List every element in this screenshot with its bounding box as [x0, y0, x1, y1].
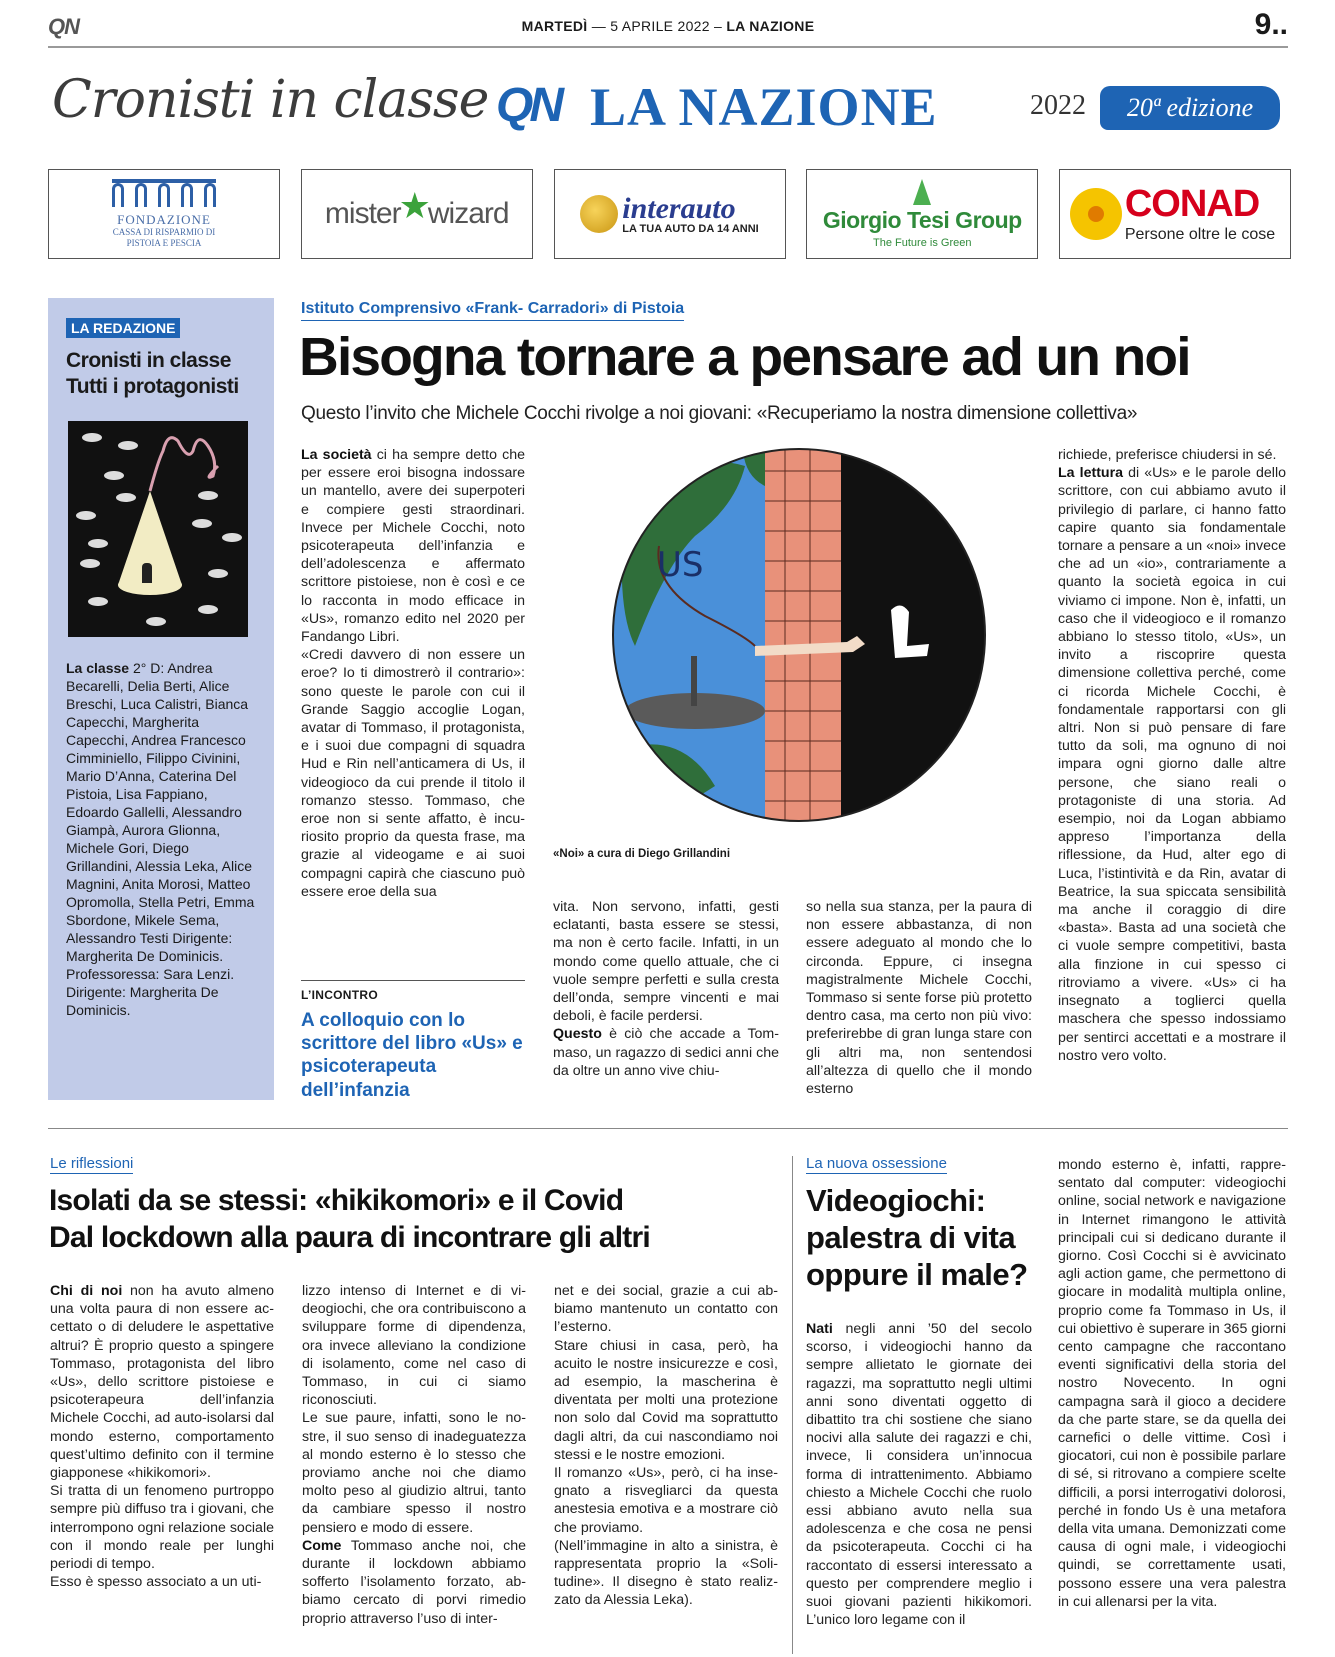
edition-badge: 20ª edizione: [1100, 86, 1280, 130]
la-nazione-logo: LA NAZIONE: [590, 77, 938, 137]
paragraph-text: negli anni ’50 del secolo scorso, i videogiochi hanno da sempre allietato le giornate dei ragazzi, ma soprattutto negli ultimi anni sono diventati oggetto di dibattito tra chi sostiene che siano nocivi alla salute dei ragazzi e chi, invece, li considera un’innocua forma di intrattenimento. Abbiamo chiesto a Michele Cocchi che ruolo essi abbiano avuto nella sua adolescenza e che cosa ne pensi da psicoterapeuta. Cocchi ci ha raccontato di essersi interessato a questo per comprendere meglio i suoi giovani pazienti hikikomori. L’unico loro legame con il: [806, 1321, 1032, 1629]
dateline-day: MARTEDÌ: [521, 18, 588, 34]
eye-icon: [198, 605, 218, 614]
dateline-date: 5 APRILE 2022: [610, 18, 710, 34]
reflections-headline: [49, 1182, 650, 1256]
videogames-column-2: [1058, 1156, 1286, 1611]
article-kicker: Istituto Comprensivo «Frank- Carradori» di Pistoia: [301, 301, 684, 321]
paragraph: lizzo intenso di Internet e di videogiochi, che ora contribuiscono a sviluppare forme di dipendenza, ora invece alleviano la condizione di isolamento, come nel caso di Tommaso, in cui ci siamo riconosciuti.: [302, 1283, 526, 1409]
coin-logo-icon: [580, 195, 618, 233]
paragraph: so nella sua stanza, per la paura di non essere abbastanza, di non essere adeguato al mondo che lo circonda. Eppure, ci insegna magistralmente Michele Cocchi, Tommaso si sente forse più protetto dentro casa, ma certo non più vivo: preferirebbe di gran lunga stare con gli altri ma, non sentendosi all’altezza di quello che il mondo esterno: [806, 899, 1032, 1098]
sidebar-redazione: [48, 298, 274, 1100]
reflections-column-1: [50, 1282, 274, 1591]
sidebar-title-line: Tutti i protagonisti: [66, 375, 239, 399]
eye-icon: [222, 533, 242, 542]
sponsor-giorgio-tesi: [806, 169, 1038, 259]
paragraph-text: ci ha sempre detto che per essere eroi bisogna indossare un mantello, avere dei superpoteri e compiere gesti straordinari. Invece per Michele Cocchi, noto psicoterapeuta dell’infanzia e dell’adolescenza e affermato scrittore pistoiese, non è così e ce lo racconta in modo efficace in «Us», romanzo edito nel 2020 per Fandango Libri.: [301, 447, 525, 646]
paragraph-text: è ciò che accade a Tommaso, un ragazzo di sedici anni che da oltre un anno vive chiu-: [553, 1026, 779, 1079]
paragraph: vita. Non servono, infatti, gesti eclatanti, basta essere se stessi, ma non è certo facile. Infatti, in un mondo come quello attuale, che ci vuole sempre perfetti e sulla cresta dell’onda, sempre vincenti e mai deboli, è facile perdersi.: [553, 899, 779, 1025]
lead-in: Chi di noi: [50, 1283, 123, 1299]
incontro-label: L’INCONTRO: [301, 988, 378, 1002]
sidebar-title-line: Cronisti in classe: [66, 349, 231, 372]
eye-icon: [198, 491, 218, 500]
sponsor-name-right: wizard: [427, 197, 509, 230]
paragraph: [553, 1025, 779, 1080]
article-subhead: Questo l’invito che Michele Cocchi rivolge a noi giovani: «Recuperiamo la nostra dimensione collettiva»: [301, 403, 1138, 424]
class-label: La classe: [66, 659, 130, 676]
paragraph: [1058, 464, 1286, 1065]
illustration-us-label: US: [657, 545, 704, 585]
reflections-column-3: [554, 1282, 778, 1610]
article-column-2: [553, 898, 779, 1080]
paragraph: Stare chiusi in casa, però, ha acuito le nostre insicurezze e così, ad esempio, la mascherina è diventata per molti una protezione non solo dal Covid ma soprattutto dagli altri, da cui nascondiamo noi stessi e le nostre emozioni.: [554, 1337, 778, 1463]
sidebar-title: [66, 348, 256, 401]
lead-in: Questo: [553, 1026, 602, 1043]
banner-year: 2022: [1030, 90, 1086, 121]
sponsor-name: CONAD: [1124, 183, 1260, 225]
paragraph: Il romanzo «Us», però, ci ha insegnato a risvegliarci da questa anestesia emotiva e a mostrare ciò che proviamo.: [554, 1465, 778, 1536]
headline-line: Dal lockdown alla paura di incontrare gli altri: [49, 1221, 650, 1254]
illustration-caption: «Noi» a cura di Diego Grillandini: [553, 848, 731, 860]
paragraph: [301, 446, 525, 646]
column-rule: [792, 1156, 793, 1654]
solitude-drawing: [68, 421, 248, 637]
headline-line: Isolati da se stessi: «hikikomori» e il Covid: [49, 1184, 624, 1217]
paragraph: mondo esterno è, infatti, rappresentato dal computer: videogiochi online, social network e navigazione in Internet rimangono le attività principali cui si dedicano durante il giorno. Così Cocchi si è avvicinato agli action game, che permettono di giocare in modalità multipla online, proprio come fa Tommaso in Us, il cui obiettivo è superare in 365 giorni cento campagne che raccontano eventi significativi della storia del nostro Novecento. In ogni campagna sarà il gioco a decidere da che parte stare, se da quella dei carnefici o delle vittime. Così i giocatori, cui non è possibile parlare di sé, si ritrovano a compiere scelte difficili, a porsi interrogativi dolorosi, perché in fondo Us è una metafora della vita umana. Demonizzati come causa di ogni male, i videogiochi quindi, se correttamente usati, possono essere una vera palestra in cui allenarsi per la vita.: [1058, 1157, 1286, 1610]
sidebar-badge: LA REDAZIONE: [66, 318, 180, 338]
dateline-sep: —: [591, 18, 611, 34]
eye-icon: [80, 559, 100, 568]
videogames-headline: Videogiochi: palestra di vita oppure il male?: [806, 1183, 1028, 1292]
paragraph-text: Tommaso anche noi, che durante il lockdown abbiamo sofferto l’isolamento forzato, abbiamo cercato di porvi rimedio proprio attraverso l’uso di inter-: [302, 1537, 526, 1627]
eye-icon: [118, 441, 138, 450]
flower-logo-icon: [1075, 193, 1117, 235]
videogames-kicker: La nuova ossessione: [806, 1155, 947, 1172]
paragraph: net e dei social, grazie a cui abbiamo mantenuto un contatto con l’esterno.: [554, 1283, 778, 1336]
class-names: 2° D: Andrea Becarelli, Delia Berti, Alice Breschi, Luca Calistri, Bianca Capecchi, Margherita Capecchi, Andrea Francesco Cimminiello, Filippo Civinini, Mario D’Anna, Caterina Del Pistoia, Lisa Fappiano, Edoardo Gallelli, Alessandro Giampà, Aurora Glionna, Michele Gori, Diego Grillandini, Alessia Leka, Alice Magnini, Anita Morosi, Matteo Opromolla, Stella Petri, Emma Sbordone, Mikele Sema, Alessandro Testi Dirigente: Margherita De Dominicis. Professoressa: Sara Lenzi. Dirigente: Margherita De Dominicis.: [66, 659, 255, 1018]
eye-icon: [88, 539, 108, 548]
sponsor-subtitle: Persone oltre le cose: [1124, 226, 1276, 243]
eye-icon: [104, 471, 124, 480]
eye-icon: [88, 597, 108, 606]
paragraph-text: non ha avuto almeno una volta paura di non essere accettato o di deludere le aspettative altrui? È proprio questo a spingere Tommaso, protagonista del libro «Us», dello scrittore pistoiese e psicoterapeura dell’infanzia Michele Cocchi, ad auto-isolarsi dal mondo esterno, comportamento quest’ultimo definito con il termine giapponese «hikikomori».: [50, 1283, 274, 1482]
lead-in: La società: [301, 447, 372, 463]
incontro-title: A colloquio con lo scrittore del libro «Us» e psicoterapeuta dell’infanzia: [301, 1010, 523, 1101]
eye-icon: [116, 493, 136, 502]
sponsor-name: FONDAZIONE: [117, 212, 211, 228]
sponsor-strip: [48, 169, 1291, 259]
qn-logo-small: QN: [48, 14, 79, 39]
tree-logo-icon: [913, 179, 931, 205]
noi-illustration: [595, 446, 1003, 824]
article-headline: Bisogna tornare a pensare ad un noi: [299, 327, 1190, 387]
paragraph: [806, 1320, 1032, 1629]
paragraph: Le sue paure, infatti, sono le nostre, il suo senso di inadeguatezza al mondo esterno è lo stesso che proviamo anche noi che diamo molto peso al giudizio altrui, tanto da cambiare spesso il nostro pensiero e modo di essere.: [302, 1410, 526, 1536]
qn-logo: QN: [496, 79, 560, 132]
reflections-kicker: Le riflessioni: [50, 1155, 134, 1172]
sponsor-fondazione: [48, 169, 280, 259]
sitting-figure: [142, 563, 152, 583]
sponsor-mister-wizard: [301, 169, 533, 259]
section-banner: [50, 70, 1290, 150]
sponsor-conad: [1059, 169, 1291, 259]
star-icon: ★: [398, 185, 430, 226]
sponsor-name: interauto: [622, 191, 736, 225]
class-roster: [66, 659, 256, 1019]
eye-icon: [208, 569, 228, 578]
lead-in: Nati: [806, 1321, 833, 1337]
sponsor-subtitle: CASSA DI RISPARMIO DI PISTOIA E PESCIA: [112, 227, 216, 249]
sponsor-subtitle: The Future is Green: [873, 237, 972, 249]
paragraph: [50, 1282, 274, 1482]
eye-icon: [82, 433, 102, 442]
paragraph: (Nell’immagine in alto a sinistra, è rappresentata proprio la «Solitudine». Il disegno è stato realizzato da Alessia Leka).: [554, 1537, 778, 1609]
banner-title: Cronisti in classe: [52, 70, 489, 130]
paragraph: [302, 1537, 526, 1628]
sponsor-name-left: mister: [324, 197, 401, 230]
section-divider: [48, 1128, 1288, 1129]
paragraph: Esso è spesso associato a un uti-: [50, 1574, 262, 1591]
lead-in: Come: [302, 1537, 342, 1554]
page-header: [48, 8, 1288, 48]
article-column-4: [1058, 446, 1286, 1065]
paragraph: «Credi davvero di non essere un eroe? Io ti dimostrerò il contrario»: sono queste le parole con cui il Grande Saggio accoglie Logan, avatar di Tommaso, il protagonista, e i suoi due compagni di squadra Hud e Rin nell’anticamera di Us, il videogioco da cui prende il titolo il romanzo stesso. Tommaso, che eroe non si sente affatto, è incuriosito proprio da questa frase, ma grazie al videogame e ai suoi compagni capirà che ciascuno può essere eroe della sua: [301, 647, 525, 900]
paragraph: richiede, preferisce chiudersi in sé.: [1058, 447, 1277, 463]
sponsor-name: Giorgio Tesi Group: [822, 207, 1022, 233]
paragraph-text: di «Us» e le parole dello scrittore, con cui abbiamo avuto il privilegio di parlare, ci hanno fatto capire quanto sia fondamentale tornare a pensare a un «noi» invece che ad un «io», contrariamente a quanto la società egoica in cui viviamo ci impone. Non è, infatti, un caso che il videogioco e il romanzo abbiano lo stesso titolo, «Us», un invito a riscoprire questa dimensione collettiva perché, come ci ricorda Michele Cocchi, è fondamentale rapportarsi con gli altri. Non si può pensare di fare tutto da soli, ma ognuno di noi impara ogni giorno dalle altre persone, che siano reali o protagoniste di una storia. Ad esempio, noi da Logan abbiamo appreso l’importanza della riflessione, da Hud, alter ego di Luca, l’istintività e da Rin, avatar di Beatrice, la sua spiccata sensibilità ma anche il coraggio di dire «basta». Basta ad una società che ci vuole sempre competitivi, basta alla finzione in cui spesso ci ritroviamo a vivere. «Us» ci ha insegnato a toglierci quella maschera che spesso indossiamo per sentirci accettati e a mostrare il nostro vero volto.: [1058, 465, 1286, 1064]
eye-icon: [146, 617, 166, 626]
dateline-sep: –: [714, 18, 727, 34]
sponsor-subtitle: LA TUA AUTO DA 14 ANNI: [622, 222, 759, 235]
eye-icon: [76, 511, 96, 520]
lead-in: La lettura: [1058, 465, 1123, 482]
reflections-column-2: [302, 1282, 526, 1628]
eye-icon: [192, 519, 212, 528]
dateline-paper: LA NAZIONE: [726, 18, 815, 34]
paragraph: Si tratta di un fenomeno purtroppo sempre più diffuso tra i giovani, che interrompono ogni relazione sociale con il mondo reale per lunghi periodi di tempo.: [50, 1483, 274, 1573]
sponsor-interauto: [554, 169, 786, 259]
incontro-box: [301, 980, 525, 1102]
article-column-3: [806, 898, 1032, 1098]
article-column-1: [301, 446, 525, 901]
dateline: [48, 18, 1288, 34]
videogames-column-1: [806, 1320, 1032, 1629]
page-number: 9..: [1254, 8, 1288, 41]
arches-logo-icon: [112, 179, 216, 207]
